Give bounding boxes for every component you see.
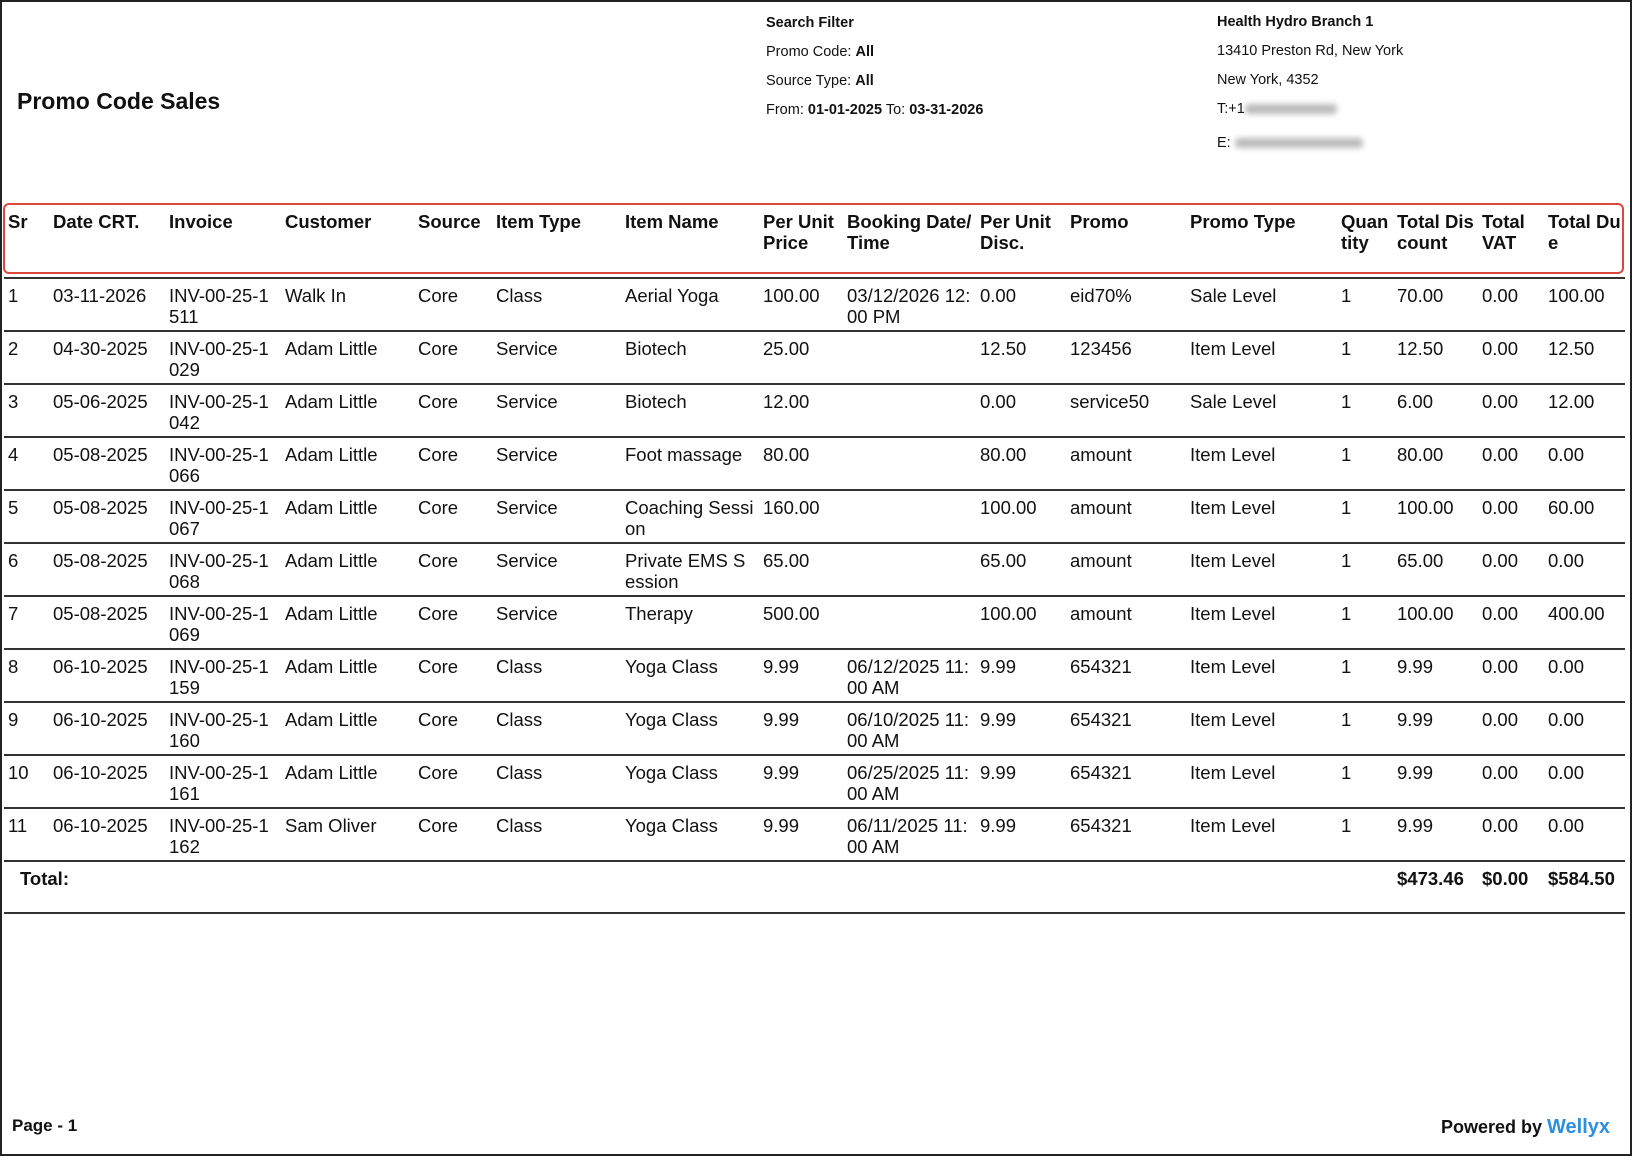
branch-address-line1: 13410 Preston Rd, New York [1217, 43, 1404, 59]
table-cell: 1 [1337, 649, 1393, 702]
table-cell: 100.00 [759, 278, 843, 331]
table-cell: 06-10-2025 [49, 702, 165, 755]
table-bottom-rule [4, 913, 1625, 914]
source-type-label: Source Type: [766, 73, 852, 89]
table-cell: Adam Little [281, 437, 414, 490]
branch-info [1217, 8, 1403, 158]
table-cell: 0.00 [976, 278, 1066, 331]
table-cell [843, 331, 976, 384]
col-item-type: Item Type [496, 211, 581, 232]
table-cell: Class [492, 808, 621, 861]
page-number: Page - 1 [12, 1116, 78, 1135]
table-cell: amount [1066, 437, 1186, 490]
table-cell: 04-30-2025 [49, 331, 165, 384]
table-row [4, 596, 1625, 649]
table-cell: 0.00 [1478, 649, 1544, 702]
table-cell: 9.99 [759, 649, 843, 702]
table-cell: 0.00 [1544, 808, 1625, 861]
table-cell: 9.99 [976, 649, 1066, 702]
table-cell: 1 [1337, 596, 1393, 649]
branch-name: Health Hydro Branch 1 [1217, 14, 1374, 30]
table-cell: Adam Little [281, 384, 414, 437]
table-cell: 2 [4, 331, 49, 384]
table-cell: INV-00-25-1160 [165, 702, 281, 755]
search-filter-heading: Search Filter [766, 15, 854, 31]
table-cell: Class [492, 755, 621, 808]
table-cell: Sale Level [1186, 384, 1337, 437]
to-label: To: [885, 102, 906, 118]
table-cell: INV-00-25-1029 [165, 331, 281, 384]
table-cell: Service [492, 543, 621, 596]
table-row [4, 490, 1625, 543]
table-cell: Sam Oliver [281, 808, 414, 861]
table-cell: 654321 [1066, 702, 1186, 755]
table-cell: service50 [1066, 384, 1186, 437]
table-cell: 9 [4, 702, 49, 755]
table-cell: Yoga Class [621, 649, 759, 702]
table-cell: Core [414, 490, 492, 543]
table-cell: Therapy [621, 596, 759, 649]
table-cell: 06-10-2025 [49, 649, 165, 702]
table-cell: amount [1066, 596, 1186, 649]
table-cell: 12.50 [976, 331, 1066, 384]
table-cell: Adam Little [281, 490, 414, 543]
phone-label: T:+1 [1217, 101, 1245, 117]
table-cell: 0.00 [1544, 755, 1625, 808]
branch-address-line2: New York, 4352 [1217, 72, 1319, 88]
table-cell: 3 [4, 384, 49, 437]
table-row [4, 543, 1625, 596]
table-cell: 65.00 [759, 543, 843, 596]
table-cell: 05-08-2025 [49, 437, 165, 490]
table-cell: Core [414, 755, 492, 808]
col-sr: Sr [8, 211, 28, 232]
promo-code-value: All [855, 44, 874, 60]
email-label: E: [1217, 135, 1231, 151]
table-cell [843, 437, 976, 490]
table-cell: 9.99 [976, 808, 1066, 861]
table-cell: 1 [1337, 331, 1393, 384]
report-title: Promo Code Sales [17, 88, 221, 114]
table-cell: 0.00 [1544, 649, 1625, 702]
redacted-phone [1245, 104, 1337, 114]
table-cell: Adam Little [281, 543, 414, 596]
table-cell: 06-10-2025 [49, 755, 165, 808]
table-cell: Item Level [1186, 490, 1337, 543]
table-cell [843, 384, 976, 437]
table-header-row [4, 206, 1625, 278]
search-filter [766, 9, 983, 125]
table-cell: Coaching Session [621, 490, 759, 543]
table-cell: Walk In [281, 278, 414, 331]
table-cell: 0.00 [1544, 437, 1625, 490]
table-cell: Item Level [1186, 808, 1337, 861]
table-cell: Service [492, 437, 621, 490]
table-cell: Core [414, 596, 492, 649]
table-cell: amount [1066, 543, 1186, 596]
table-cell: 654321 [1066, 649, 1186, 702]
table-cell: 6 [4, 543, 49, 596]
table-cell: 654321 [1066, 808, 1186, 861]
col-invoice: Invoice [169, 211, 233, 232]
table-cell: 06/11/2025 11:00 AM [843, 808, 976, 861]
col-customer: Customer [285, 211, 372, 232]
wellyx-link[interactable]: Wellyx [1547, 1116, 1610, 1138]
table-cell: Biotech [621, 331, 759, 384]
total-discount: $473.46 [1393, 861, 1478, 913]
table-cell: 05-08-2025 [49, 543, 165, 596]
table-cell: 0.00 [1478, 543, 1544, 596]
table-cell: 9.99 [1393, 808, 1478, 861]
table-body [4, 278, 1625, 861]
table-cell: Foot massage [621, 437, 759, 490]
table-row [4, 278, 1625, 331]
table-cell: Item Level [1186, 543, 1337, 596]
table-cell: 12.00 [1544, 384, 1625, 437]
table-cell: 160.00 [759, 490, 843, 543]
table-cell: INV-00-25-1162 [165, 808, 281, 861]
table-cell: 123456 [1066, 331, 1186, 384]
col-quantity: Quantity [1341, 211, 1389, 253]
table-cell: 1 [1337, 702, 1393, 755]
table-cell: Item Level [1186, 755, 1337, 808]
table-cell: 06/12/2025 11:00 AM [843, 649, 976, 702]
table-cell [843, 543, 976, 596]
table-cell: 11 [4, 808, 49, 861]
table-cell: 9.99 [1393, 702, 1478, 755]
table-cell: Core [414, 331, 492, 384]
total-vat: $0.00 [1478, 861, 1544, 913]
table-cell: Service [492, 490, 621, 543]
table-cell: 0.00 [976, 384, 1066, 437]
powered-by-label: Powered by [1440, 1117, 1542, 1137]
table-cell: amount [1066, 490, 1186, 543]
table-cell: Item Level [1186, 437, 1337, 490]
table-cell: 9.99 [759, 702, 843, 755]
promo-code-label: Promo Code: [766, 44, 852, 60]
table-cell: 70.00 [1393, 278, 1478, 331]
branch-phone [1217, 95, 1403, 124]
table-cell: 03-11-2026 [49, 278, 165, 331]
table-cell: 0.00 [1478, 384, 1544, 437]
total-label: Total: [4, 861, 1393, 913]
table-cell: 80.00 [976, 437, 1066, 490]
table-row [4, 437, 1625, 490]
col-total-discount: Total Discount [1397, 211, 1474, 253]
table-cell: INV-00-25-1042 [165, 384, 281, 437]
table-cell: eid70% [1066, 278, 1186, 331]
table-cell: Core [414, 437, 492, 490]
table-cell: 60.00 [1544, 490, 1625, 543]
table-cell: 400.00 [1544, 596, 1625, 649]
total-due: $584.50 [1544, 861, 1625, 913]
table-cell: 100.00 [976, 490, 1066, 543]
table-cell: 0.00 [1544, 702, 1625, 755]
table-cell: Adam Little [281, 649, 414, 702]
table-cell: Sale Level [1186, 278, 1337, 331]
table-cell: INV-00-25-1068 [165, 543, 281, 596]
table-cell: 100.00 [976, 596, 1066, 649]
table-cell: 6.00 [1393, 384, 1478, 437]
table-cell: 1 [1337, 437, 1393, 490]
table-cell: Core [414, 278, 492, 331]
table-cell: 100.00 [1544, 278, 1625, 331]
table-cell: 0.00 [1478, 490, 1544, 543]
table-cell: 9.99 [759, 755, 843, 808]
table-cell: 9.99 [976, 702, 1066, 755]
table-cell: 100.00 [1393, 596, 1478, 649]
table-cell: 1 [4, 278, 49, 331]
table-cell: Service [492, 384, 621, 437]
table-cell: 06/25/2025 11:00 AM [843, 755, 976, 808]
table-cell: Core [414, 808, 492, 861]
table-cell: Item Level [1186, 702, 1337, 755]
table-cell: 0.00 [1478, 331, 1544, 384]
table-cell: 654321 [1066, 755, 1186, 808]
table-cell: Private EMS Session [621, 543, 759, 596]
col-per-unit-disc: Per Unit Disc. [980, 211, 1051, 253]
table-cell: 0.00 [1478, 702, 1544, 755]
from-value: 01-01-2025 [807, 102, 883, 118]
table-cell: Class [492, 649, 621, 702]
table-cell: 12.00 [759, 384, 843, 437]
table-cell: Class [492, 702, 621, 755]
table-cell: 0.00 [1478, 278, 1544, 331]
table-cell: INV-00-25-1161 [165, 755, 281, 808]
table-cell: 8 [4, 649, 49, 702]
total-row [4, 861, 1625, 913]
table-cell: 06-10-2025 [49, 808, 165, 861]
table-cell: INV-00-25-1159 [165, 649, 281, 702]
col-promo: Promo [1070, 211, 1129, 232]
table-cell: Core [414, 649, 492, 702]
table-cell: 05-06-2025 [49, 384, 165, 437]
table-cell: 06/10/2025 11:00 AM [843, 702, 976, 755]
table-cell [843, 490, 976, 543]
table-cell: 10 [4, 755, 49, 808]
table-cell: Service [492, 331, 621, 384]
col-item-name: Item Name [625, 211, 719, 232]
table-cell: Yoga Class [621, 808, 759, 861]
table-cell: 0.00 [1478, 596, 1544, 649]
table-cell: Adam Little [281, 331, 414, 384]
table-cell [843, 596, 976, 649]
table-cell: Service [492, 596, 621, 649]
table-cell: INV-00-25-1067 [165, 490, 281, 543]
table-cell: 100.00 [1393, 490, 1478, 543]
table-cell: Core [414, 384, 492, 437]
table-cell: 9.99 [1393, 755, 1478, 808]
table-cell: Yoga Class [621, 702, 759, 755]
table-cell: 65.00 [976, 543, 1066, 596]
table-cell: 1 [1337, 278, 1393, 331]
table-cell: 80.00 [1393, 437, 1478, 490]
table-cell: 0.00 [1478, 808, 1544, 861]
table-row [4, 384, 1625, 437]
from-label: From: [766, 102, 804, 118]
source-type-filter [766, 67, 983, 96]
table-cell: 1 [1337, 755, 1393, 808]
table-cell: Class [492, 278, 621, 331]
table-row [4, 702, 1625, 755]
table-row [4, 755, 1625, 808]
col-source: Source [418, 211, 481, 232]
table-cell: 0.00 [1544, 543, 1625, 596]
table-cell: 12.50 [1544, 331, 1625, 384]
to-value: 03-31-2026 [909, 102, 984, 118]
col-promo-type: Promo Type [1190, 211, 1296, 232]
table-cell: INV-00-25-1511 [165, 278, 281, 331]
table-cell: Yoga Class [621, 755, 759, 808]
table-cell: 03/12/2026 12:00 PM [843, 278, 976, 331]
table-cell: 0.00 [1478, 437, 1544, 490]
table-cell: Item Level [1186, 649, 1337, 702]
promo-sales-table [4, 206, 1625, 914]
table-cell: 05-08-2025 [49, 490, 165, 543]
table-cell: Adam Little [281, 702, 414, 755]
table-cell: 25.00 [759, 331, 843, 384]
table-cell: Biotech [621, 384, 759, 437]
table-cell: Aerial Yoga [621, 278, 759, 331]
table-cell: 1 [1337, 384, 1393, 437]
table-cell: Core [414, 702, 492, 755]
table-cell: Adam Little [281, 755, 414, 808]
table-cell: 5 [4, 490, 49, 543]
table-cell: 4 [4, 437, 49, 490]
table-cell: Item Level [1186, 596, 1337, 649]
table-cell: 500.00 [759, 596, 843, 649]
powered-by [1441, 1116, 1610, 1139]
col-per-unit-price: Per Unit Price [763, 211, 834, 253]
table-cell: 9.99 [1393, 649, 1478, 702]
table-cell: 1 [1337, 808, 1393, 861]
table-cell: 0.00 [1478, 755, 1544, 808]
col-booking-datetime: Booking Date/Time [847, 211, 972, 253]
redacted-email [1235, 138, 1363, 148]
table-cell: 12.50 [1393, 331, 1478, 384]
table-cell: 80.00 [759, 437, 843, 490]
col-total-vat: Total VAT [1482, 211, 1525, 253]
table-cell: INV-00-25-1069 [165, 596, 281, 649]
table-cell: INV-00-25-1066 [165, 437, 281, 490]
table-cell: Item Level [1186, 331, 1337, 384]
col-date-crt: Date CRT. [53, 211, 140, 232]
branch-email [1217, 129, 1403, 158]
table-row [4, 649, 1625, 702]
promo-code-filter [766, 38, 983, 67]
table-cell: 1 [1337, 490, 1393, 543]
table-cell: Core [414, 543, 492, 596]
table-cell: 05-08-2025 [49, 596, 165, 649]
table-cell: 9.99 [759, 808, 843, 861]
col-total-due: Total Due [1548, 211, 1621, 253]
table-cell: 9.99 [976, 755, 1066, 808]
date-range-filter [766, 96, 983, 125]
table-cell: 1 [1337, 543, 1393, 596]
table-cell: Adam Little [281, 596, 414, 649]
table-row [4, 808, 1625, 861]
table-cell: 65.00 [1393, 543, 1478, 596]
table-cell: 7 [4, 596, 49, 649]
source-type-value: All [855, 73, 874, 89]
table-row [4, 331, 1625, 384]
